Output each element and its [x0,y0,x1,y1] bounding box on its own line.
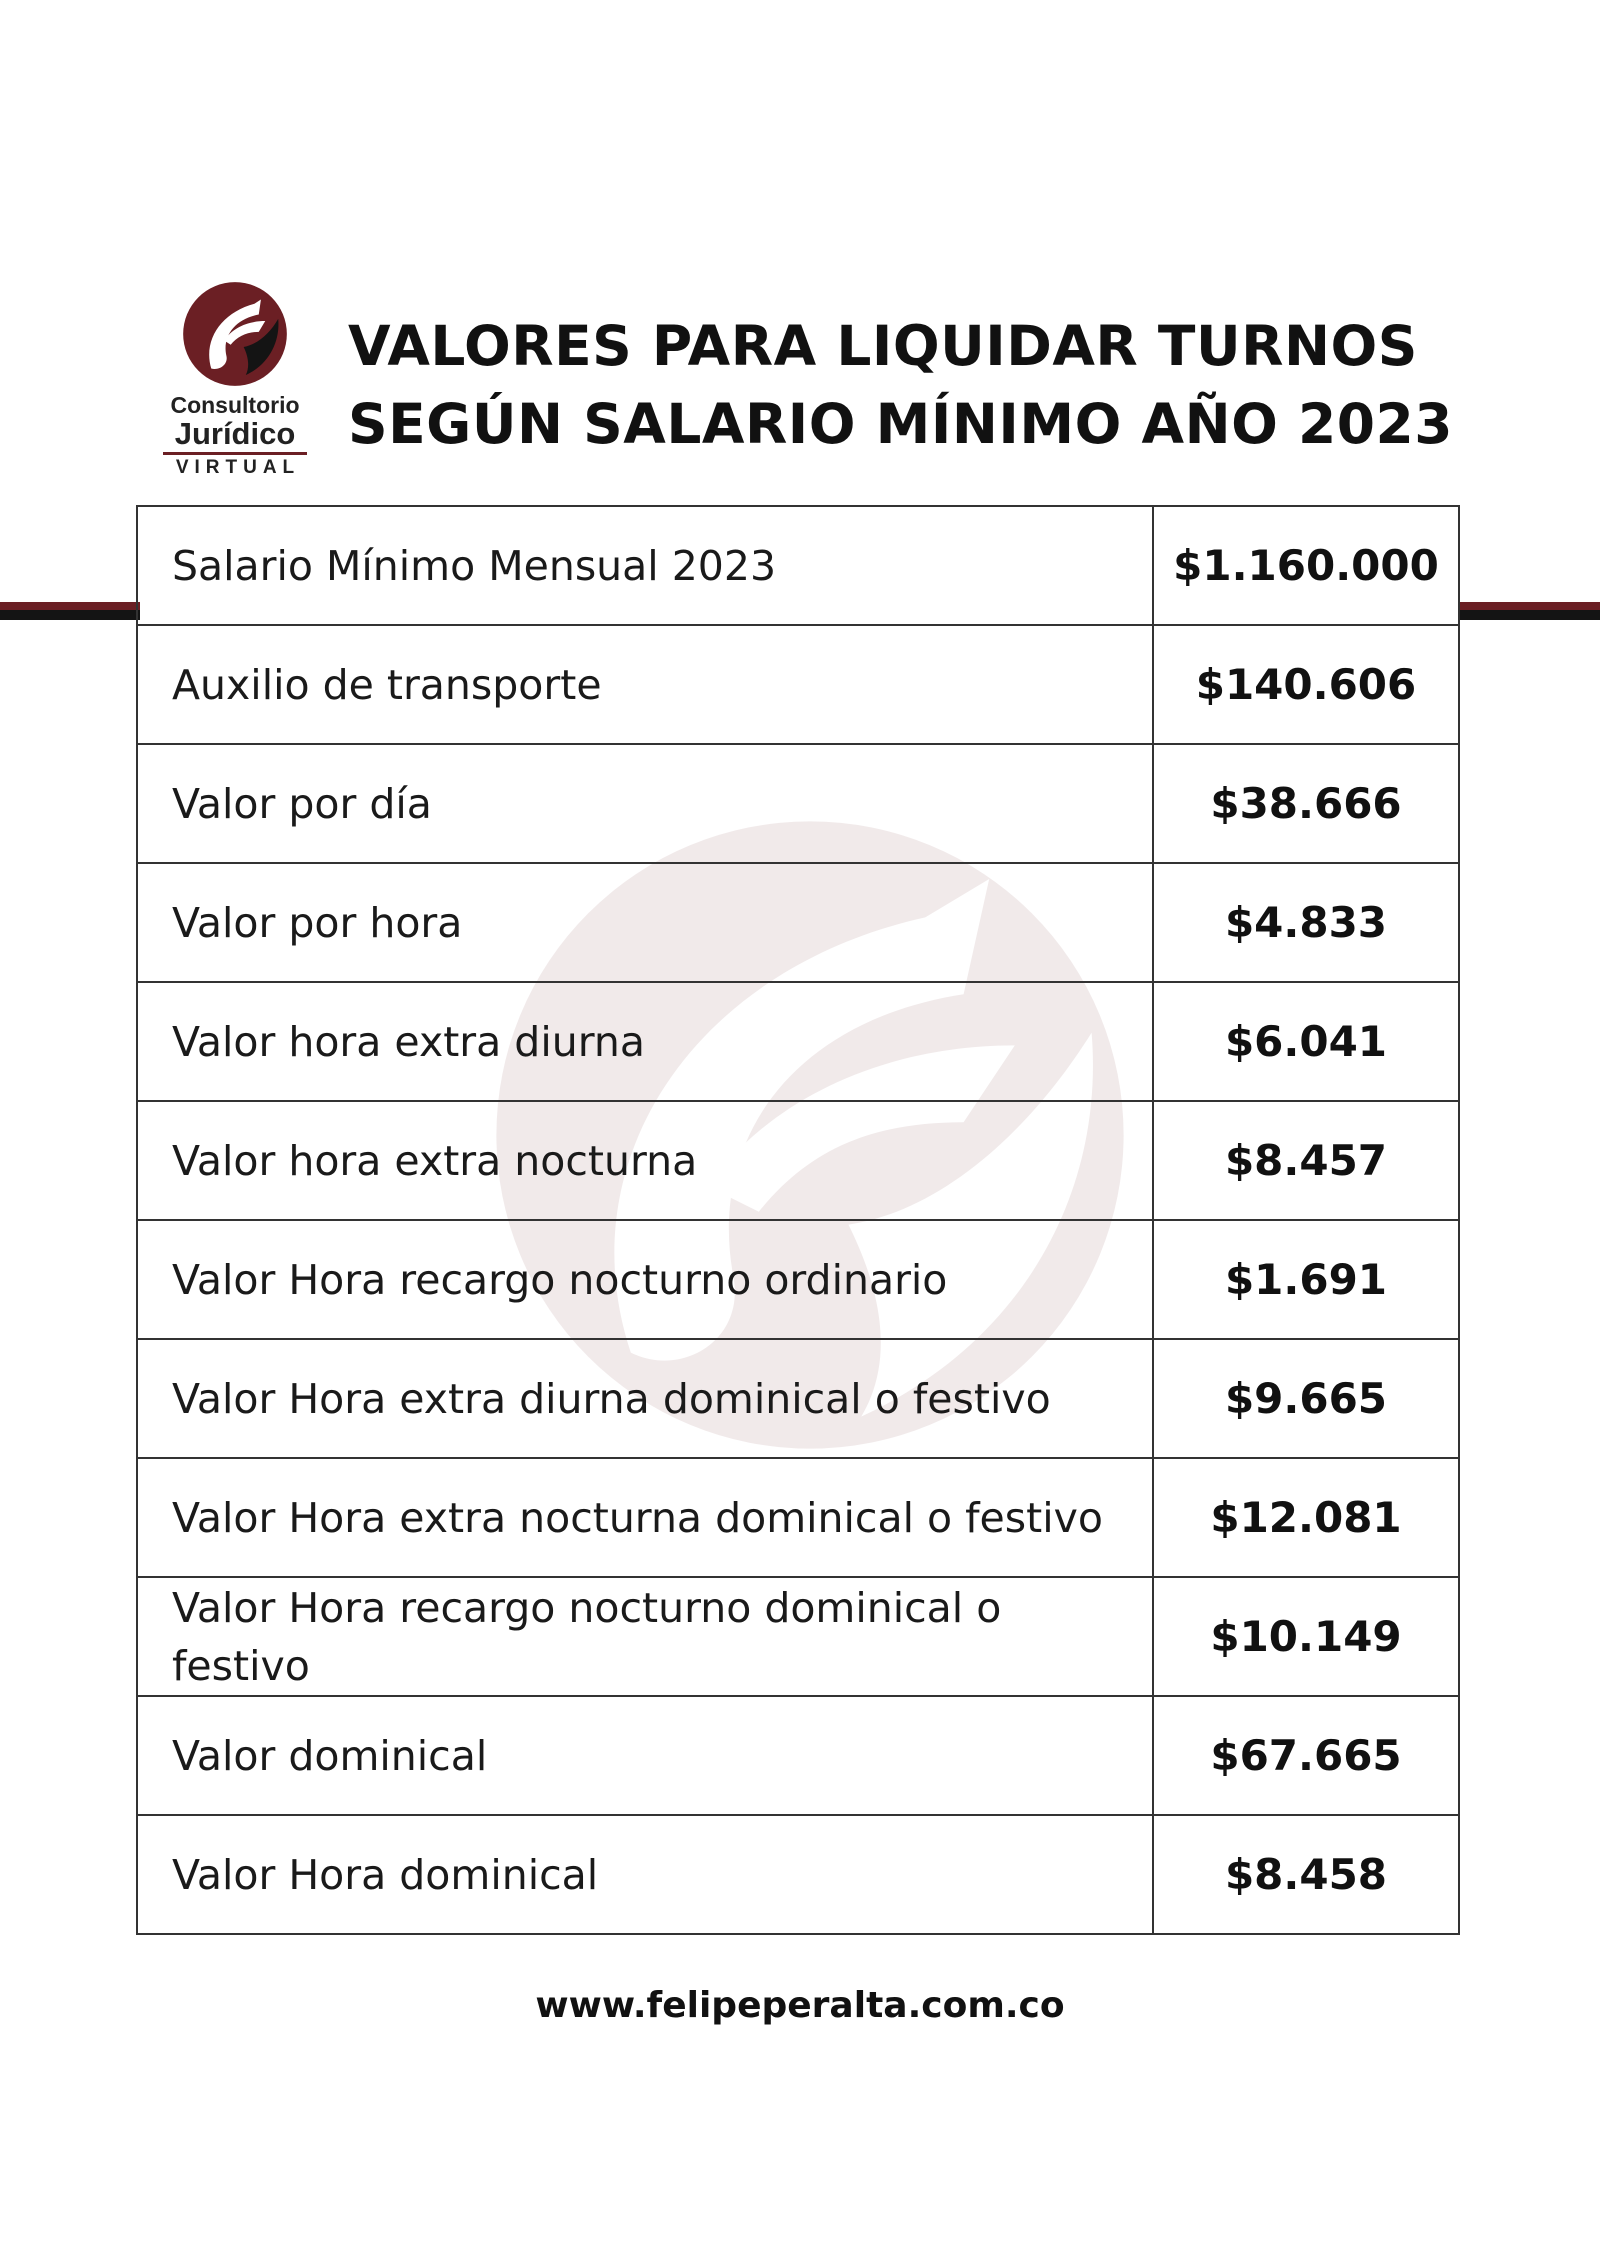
table-row [137,625,1459,744]
table-row [137,1101,1459,1220]
brand-name-line3: VIRTUAL [175,457,301,478]
table-row [137,1220,1459,1339]
brand-name-line2: Jurídico [174,416,296,451]
rates-table [136,505,1460,1935]
brand-name-line1: Consultorio [170,392,300,418]
decorative-bar-left [0,602,140,620]
table-row [137,1339,1459,1458]
row-label: Valor hora extra nocturna [137,1101,1153,1220]
row-value: $9.665 [1153,1339,1459,1458]
row-label: Valor dominical [137,1696,1153,1815]
row-label: Salario Mínimo Mensual 2023 [137,506,1153,625]
page-title [348,307,1468,463]
brand-logo [155,280,315,480]
row-label: Valor Hora extra nocturna dominical o festivo [137,1458,1153,1577]
row-label: Valor Hora extra diurna dominical o festivo [137,1339,1153,1458]
website-link[interactable]: www.felipeperalta.com.co [535,1985,1065,2026]
row-value: $38.666 [1153,744,1459,863]
row-value: $67.665 [1153,1696,1459,1815]
row-value: $12.081 [1153,1458,1459,1577]
row-value: $1.160.000 [1153,506,1459,625]
row-label: Valor por día [137,744,1153,863]
row-label: Valor Hora dominical [137,1815,1153,1934]
row-label: Valor hora extra diurna [137,982,1153,1101]
row-value: $10.149 [1153,1577,1459,1696]
brand-divider [163,452,307,455]
row-value: $1.691 [1153,1220,1459,1339]
page-title-line1: VALORES PARA LIQUIDAR TURNOS [348,314,1418,378]
table-row [137,744,1459,863]
table-row [137,982,1459,1101]
row-value: $4.833 [1153,863,1459,982]
table-row [137,1696,1459,1815]
row-label: Valor Hora recargo nocturno dominical o festivo [137,1577,1153,1696]
row-label: Auxilio de transporte [137,625,1153,744]
table-row [137,1458,1459,1577]
table-row [137,1577,1459,1696]
brand-emblem-icon [181,280,289,388]
table-row [137,1815,1459,1934]
decorative-bar-right [1458,602,1600,620]
table-row [137,506,1459,625]
row-value: $8.458 [1153,1815,1459,1934]
row-value: $6.041 [1153,982,1459,1101]
row-label: Valor Hora recargo nocturno ordinario [137,1220,1153,1339]
row-label: Valor por hora [137,863,1153,982]
table-row [137,863,1459,982]
row-value: $8.457 [1153,1101,1459,1220]
page-title-line2: SEGÚN SALARIO MÍNIMO AÑO 2023 [348,392,1454,456]
row-value: $140.606 [1153,625,1459,744]
